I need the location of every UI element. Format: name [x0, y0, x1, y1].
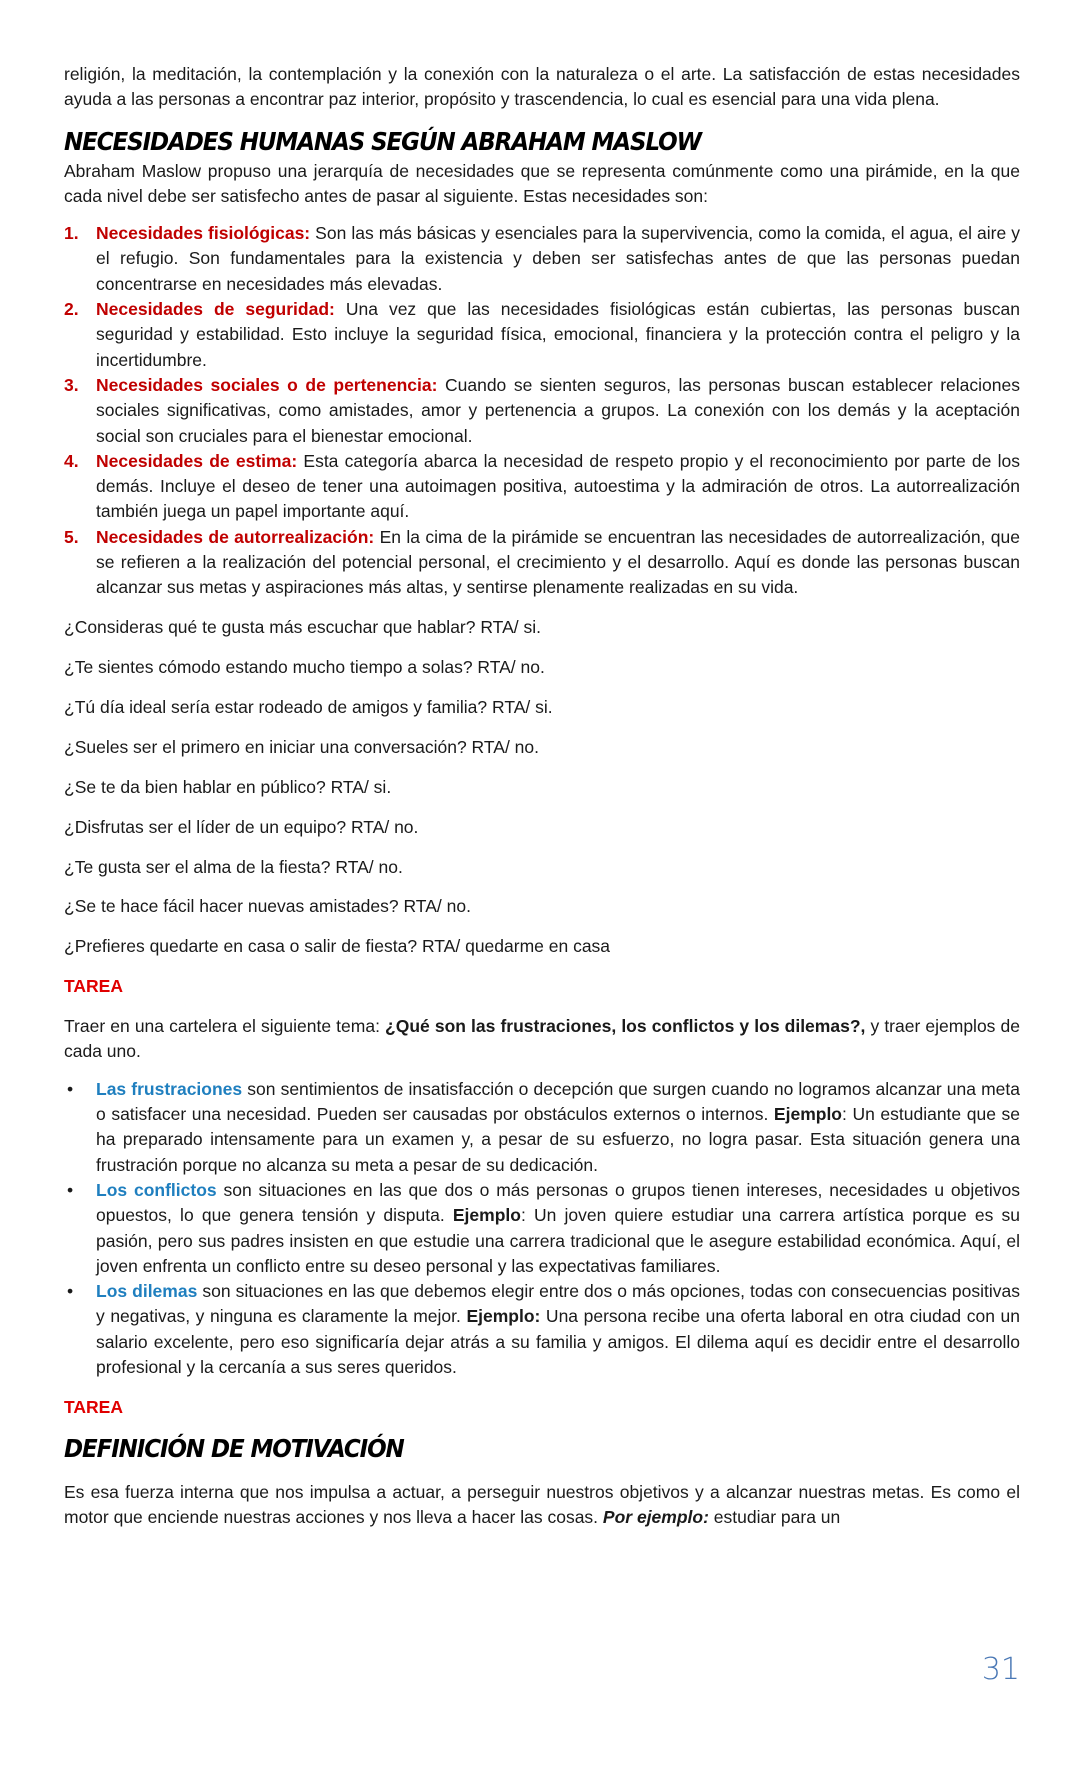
example-text: : Un estudiante que se ha preparado intensamente para un examen y, a pesar de su esfuerzo, no logra pasar. Esta situación genera una frustración porque no alcanza su meta a pesar de su dedicación. [96, 1104, 1020, 1175]
item-number: 4. [64, 450, 79, 471]
tarea-label: TAREA [64, 976, 123, 997]
question: ¿Te sientes cómodo estando mucho tiempo a solas? RTA/ no. [64, 657, 545, 678]
item-text: Son las más básicas y esenciales para la supervivencia, como la comida, el agua, el aire y el refugio. Son fundamentales para la existencia y deben ser satisfechas antes de que las personas puedan concentrarse en necesidades más elevadas. [96, 223, 1020, 294]
item-number: 3. [64, 374, 79, 395]
tarea-topic: ¿Qué son las frustraciones, los conflictos y los dilemas?, [385, 1016, 866, 1037]
list-item [64, 525, 1020, 601]
tarea-instructions [64, 1014, 1020, 1065]
list-item [64, 1178, 1020, 1279]
item-title: Necesidades sociales o de pertenencia: [96, 374, 438, 395]
item-text: Cuando se sienten seguros, las personas buscan establecer relaciones sociales significativas, como amistades, amor y pertenencia a grupos. La conexión con los demás y la aceptación social son cruciales para el bienestar emocional. [96, 374, 1020, 446]
example-label: Ejemplo [452, 1205, 521, 1226]
maslow-intro: Abraham Maslow propuso una jerarquía de necesidades que se representa comúnmente como una pirámide, en la que cada nivel debe ser satisfecho antes de pasar al siguiente. Estas necesidades son: [64, 160, 1020, 206]
term: Las frustraciones [96, 1078, 243, 1099]
item-number: 1. [64, 223, 79, 244]
example-text: Una persona recibe una oferta laboral en otra ciudad con un salario excelente, pero eso significaría dejar atrás a su familia y amigos. El dilema aquí es decidir entre el desarrollo profesional y la cercanía a sus seres queridos. [96, 1306, 1020, 1377]
list-item [64, 297, 1020, 373]
item-title: Necesidades de autorrealización: [96, 526, 375, 547]
question: ¿Consideras qué te gusta más escuchar que hablar? RTA/ si. [64, 617, 541, 638]
paragraph-text: estudiar para un [708, 1507, 841, 1528]
question: ¿Disfrutas ser el líder de un equipo? RTA/ no. [64, 816, 419, 837]
item-number: 2. [64, 299, 79, 320]
tarea-label: TAREA [64, 1396, 123, 1417]
definition: son situaciones en las que dos o más personas o grupos tienen intereses, necesidades u objetivos opuestos, lo que genera tensión y disputa. [96, 1179, 1021, 1226]
list-item [64, 373, 1020, 449]
concepts-list [64, 1077, 1020, 1381]
tarea-text: y traer ejemplos de cada uno. [64, 1016, 1020, 1062]
example-text: : Un joven quiere estudiar una carrera artística porque es su pasión, pero sus padres insisten en que estudie una carrera tradicional que le asegure estabilidad económica. Aquí, el joven enfrenta un conflicto entre su deseo personal y las expectativas familiares. [96, 1205, 1020, 1276]
page-number: 31 [981, 1652, 1020, 1687]
maslow-heading: NECESIDADES HUMANAS SEGÚN ABRAHAM MASLOW [64, 126, 701, 156]
list-item [64, 221, 1020, 297]
maslow-list [64, 221, 1020, 600]
item-title: Necesidades de seguridad: [96, 299, 335, 320]
intro-paragraph: religión, la meditación, la contemplación y la conexión con la naturaleza o el arte. La satisfacción de estas necesidades ayuda a las personas a encontrar paz interior, propósito y trascendencia, lo cual es esencial para una vida plena. [64, 64, 1020, 110]
list-item [64, 1279, 1020, 1380]
item-number: 5. [64, 526, 79, 547]
example-label: Ejemplo [773, 1104, 842, 1125]
motivacion-heading: DEFINICIÓN DE MOTIVACIÓN [64, 1434, 404, 1464]
questions [64, 615, 1020, 959]
tarea-text: Traer en una cartelera el siguiente tema: [64, 1016, 386, 1037]
question: ¿Te gusta ser el alma de la fiesta? RTA/ no. [64, 856, 403, 877]
definition: son sentimientos de insatisfacción o decepción que surgen cuando no logramos alcanzar una meta o satisfacer una necesidad. Pueden ser causadas por obstáculos externos o internos. [96, 1078, 1020, 1125]
paragraph-text: Es esa fuerza interna que nos impulsa a actuar, a perseguir nuestros objetivos y a alcanzar nuestras metas. Es como el motor que enciende nuestras acciones y nos lleva a hacer las cosas. [64, 1482, 1020, 1528]
bullet-icon: • [67, 1281, 74, 1302]
definition: son situaciones en las que debemos elegir entre dos o más opciones, todas con consecuencias positivas y negativas, y ninguna es claramente la mejor. [96, 1281, 1020, 1327]
example-label: Ejemplo: [466, 1306, 541, 1327]
item-text: En la cima de la pirámide se encuentran las necesidades de autorrealización, que se refieren a la realización del potencial personal, el crecimiento y el desarrollo. Aquí es donde las personas buscan alcanzar sus metas y aspiraciones más altas, y sentirse plenamente realizadas en su vida. [96, 526, 1020, 598]
example-label: Por ejemplo: [602, 1507, 709, 1528]
item-text: Esta categoría abarca la necesidad de respeto propio y el reconocimiento por parte de los demás. Incluye el deseo de tener una autoimagen positiva, autoestima y la admiración de otros. La autorrealización también juega un papel importante aquí. [96, 450, 1020, 522]
term: Los conflictos [96, 1179, 217, 1200]
item-title: Necesidades de estima: [96, 450, 298, 471]
term: Los dilemas [96, 1281, 198, 1302]
document-page [64, 62, 1020, 1531]
motivacion-paragraph [64, 1480, 1020, 1531]
question: ¿Se te hace fácil hacer nuevas amistades? RTA/ no. [64, 896, 471, 917]
list-item [64, 1077, 1020, 1178]
bullet-icon: • [67, 1179, 74, 1200]
question: ¿Tú día ideal sería estar rodeado de amigos y familia? RTA/ si. [64, 697, 553, 718]
question: ¿Prefieres quedarte en casa o salir de fiesta? RTA/ quedarme en casa [64, 936, 611, 957]
bullet-icon: • [67, 1078, 74, 1099]
item-title: Necesidades fisiológicas: [96, 223, 311, 244]
item-text: Una vez que las necesidades fisiológicas están cubiertas, las personas buscan seguridad y estabilidad. Esto incluye la seguridad física, emocional, financiera y la protección contra el peligro y la incertidumbre. [96, 299, 1020, 370]
question: ¿Se te da bien hablar en público? RTA/ si. [64, 776, 392, 797]
list-item [64, 449, 1020, 525]
question: ¿Sueles ser el primero en iniciar una conversación? RTA/ no. [64, 736, 539, 757]
